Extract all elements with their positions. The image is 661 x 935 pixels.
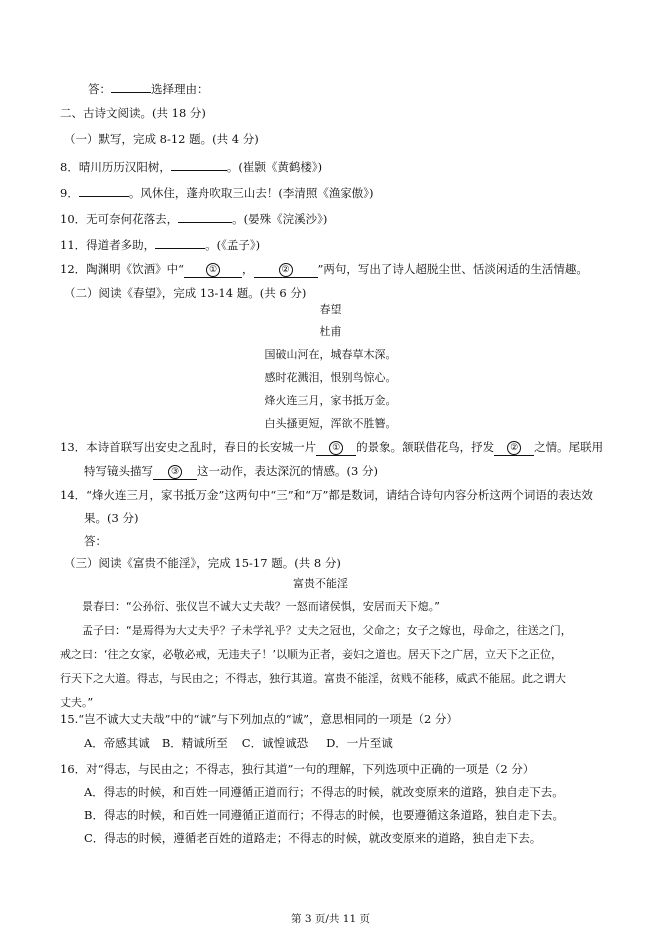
q8-blank[interactable] [171,158,227,171]
question-16-stem: 16．对“得志，与民由之；不得志，独行其道”一句的理解，下列选项中正确的一项是（2 分） [60,762,535,776]
section2-title: 二、古诗文阅读。(共 18 分) [60,106,206,120]
q13-blank-1[interactable]: ① [316,440,356,456]
answer-line [88,80,209,96]
poem-line: 白头搔更短，浑欲不胜簪。 [264,417,397,430]
q11-blank[interactable] [155,236,205,249]
poem-title: 春望 [319,303,342,316]
question-14-line-2: 果。(3 分) [84,511,139,525]
q16-option-b[interactable]: B．得志的时候，和百姓一同遵循正道而行；不得志的时候，也要遵循这条道路，独自走下去。 [84,808,564,822]
poem-line: 烽火连三月，家书抵万金。 [264,394,397,407]
q13-blank-2[interactable]: ② [494,440,534,456]
q16-option-c[interactable]: C．得志的时候，遵循老百姓的道路走；不得志的时候，就改变原来的道路，独自走下去。 [84,831,542,845]
q10-blank[interactable] [178,210,232,223]
q12-blank-2[interactable]: ② [254,262,318,278]
q15-option-b[interactable]: B．精诚所至 [161,736,228,750]
passage-line: 孟子曰：“是焉得为大丈夫乎？子未学礼乎？丈夫之冠也，父命之；女子之嫁也，母命之，往送之门， [82,624,572,637]
poem-line: 感时花溅泪，恨别鸟惊心。 [264,371,397,384]
question-11: 11．得道者多助， 。(《孟子》) [60,238,261,252]
poem-line: 国破山河在，城春草木深。 [264,348,397,361]
q13-blank-3[interactable]: ③ [153,464,197,480]
question-14-answer: 答： [84,534,107,548]
question-9: 9． 。风休住，蓬舟吹取三山去！(李清照《渔家傲》) [60,186,374,200]
poem-author: 杜甫 [319,325,342,338]
q16-option-a[interactable]: A．得志的时候，和百姓一同遵循正道而行；不得志的时候，就改变原来的道路，独自走下去。 [84,785,564,799]
question-8: 8．晴川历历汉阳树， 。(崔颢《黄鹤楼》) [60,160,323,174]
passage-line: 戒之曰：‘往之女家，必敬必戒，无违夫子！’以顺为正者，妾妇之道也。居天下之广居，立天下之正位， [60,648,562,661]
q15-option-d[interactable]: D．一片至诚 [326,736,393,750]
q15-option-a[interactable]: A．帝感其诚 [84,736,150,750]
question-12: 12．陶渊明《饮酒》中“ ① ， ② ”两句，写出了诗人超脱尘世、恬淡闲适的生活情趣。 [60,262,588,276]
reason-label: 选择理由： [151,82,209,96]
passage-line: 丈夫。” [60,696,94,709]
sub1-title: （一）默写，完成 8-12 题。(共 4 分) [64,132,259,146]
passage-line: 景春曰：“公孙衍、张仪岂不诚大丈夫哉？一怒而诸侯惧，安居而天下熄。” [82,600,440,613]
answer-label: 答： [88,82,111,96]
sub2-title: （二）阅读《春望》，完成 13-14 题。(共 6 分) [64,286,307,300]
sub3-title: （三）阅读《富贵不能淫》，完成 15-17 题。(共 8 分) [64,556,341,570]
question-15-stem: 15.“岂不诚大丈夫哉”中的“诚”与下列加点的“诚”，意思相同的一项是（2 分） [60,712,459,726]
passage-title: 富贵不能淫 [293,577,348,590]
answer-blank[interactable] [111,80,151,93]
q9-blank[interactable] [79,184,129,197]
question-15-options [84,736,393,750]
passage-line: 行天下之大道。得志，与民由之；不得志，独行其道。富贵不能淫，贫贱不能移，威武不能屈。此之谓大 [60,672,566,685]
page-number: 第 3 页/共 11 页 [291,913,370,925]
question-14-line-1: 14．“烽火连三月，家书抵万金”这两句中“三”和“万”都是数词，请结合诗句内容分析这两个词语的表达效 [60,488,593,502]
question-10: 10．无可奈何花落去， 。(晏殊《浣溪沙》) [60,212,328,226]
q15-option-c[interactable]: C．诚惶诚恐 [241,736,309,750]
question-13-line-1: 13．本诗首联写出安史之乱时，春日的长安城一片 ① 的景象。颔联借花鸟，抒发 ② 之情。尾联用 [60,440,604,454]
q12-blank-1[interactable]: ① [184,262,242,278]
question-13-line-2: 特写镜头描写 ③ 这一动作，表达深沉的情感。(3 分) [84,464,378,478]
